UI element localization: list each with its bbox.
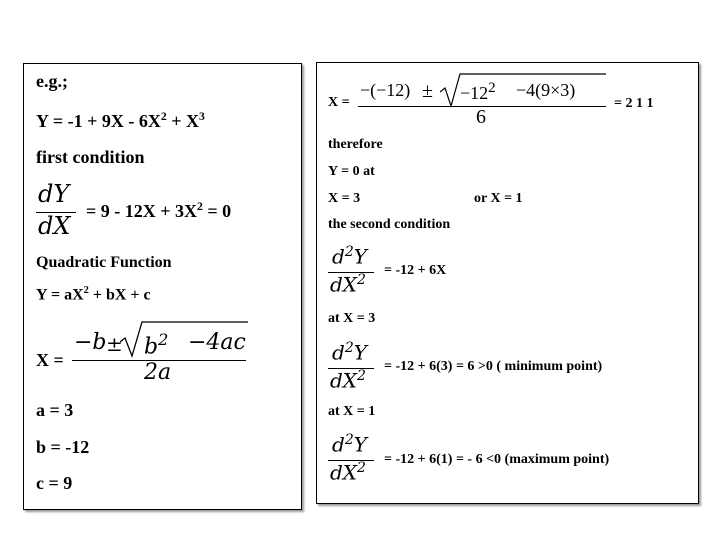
dy-numerator: dY [38,180,70,208]
y-zero-label: Y = 0 at [328,164,375,179]
two-a: 2a [144,360,172,385]
minus-4-times: −4(9×3) [516,80,576,100]
minus-minus-12: −(−12) [360,80,411,100]
plus-minus: ± [422,80,433,102]
x-equals-label: X = [328,95,350,110]
plus-minus: ± [106,332,123,356]
b-squared: $b^2$ [144,330,169,360]
substituted-formula [358,72,608,134]
roots-result: = 2 1 1 [614,96,654,111]
c-value: c = 9 [36,473,73,493]
dx2-denominator: $dX^2$ [330,272,366,297]
minus-b: −b [74,330,107,355]
function-equation: $Y = -1 + 9X - 6X^2 + X^3$ [36,110,205,131]
first-condition-heading: first condition [36,147,145,167]
at-x3-label: at X = 3 [328,311,376,326]
dx2-denominator: $dX^2$ [330,460,366,485]
b-value: b = -12 [36,437,90,457]
quadratic-general-form: $Y = aX^2$ + bX + c [36,285,151,304]
minus-12-squared: $-12^2$ [460,80,496,103]
at-x1-label: at X = 1 [328,404,376,419]
example-label: e.g.; [36,71,68,91]
a-value: a = 3 [36,400,74,420]
evaluation-x3: = -12 + 6(3) = 6 >0 ( minimum point) [384,359,603,374]
d2y-numerator: $d^2Y$ [332,432,367,457]
denominator-six: 6 [476,106,486,128]
quadratic-heading: Quadratic Function [36,254,172,271]
minus-4ac: −4ac [188,330,246,355]
second-derivative-rhs: = -12 + 6X [384,263,447,278]
x-equals-label: X = [36,350,64,370]
d2y-numerator: $d^2Y$ [332,340,367,365]
therefore-label: therefore [328,137,383,152]
d2y-numerator: $d^2Y$ [332,244,367,269]
dx-denominator: dX [38,212,71,240]
quadratic-formula [70,320,250,390]
dx2-denominator: $dX^2$ [330,368,366,393]
root-x1: or X = 1 [474,191,523,206]
first-derivative-rhs: = $9 - 12X + 3X^2 = 0$ [86,200,232,221]
root-x3: X = 3 [328,191,361,206]
evaluation-x1: = -12 + 6(1) = - 6 <0 (maximum point) [384,452,610,467]
second-condition-heading: the second condition [328,217,451,232]
